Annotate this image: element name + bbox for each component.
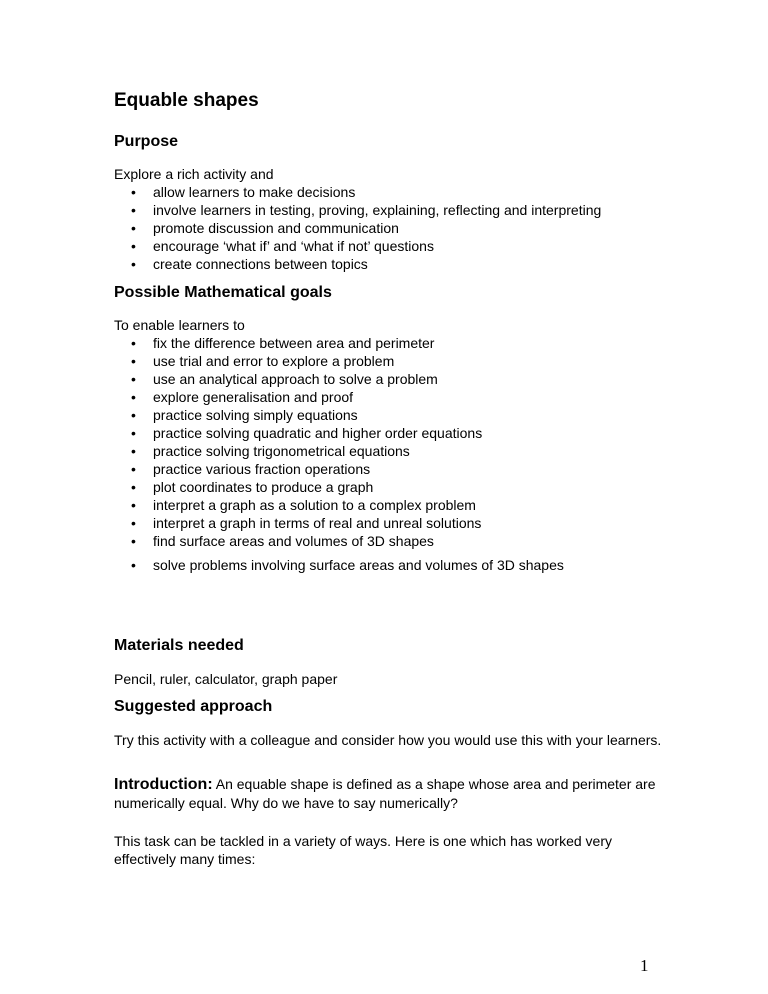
bullet-icon: • xyxy=(131,256,136,272)
bullet-icon: • xyxy=(131,425,136,441)
list-item: • involve learners in testing, proving, explaining, reflecting and interpreting xyxy=(131,202,602,218)
bullet-icon: • xyxy=(131,497,136,513)
goals-heading: Possible Mathematical goals xyxy=(114,284,332,301)
bullet-icon: • xyxy=(131,407,136,423)
bullet-icon: • xyxy=(131,184,136,200)
page-title: Equable shapes xyxy=(114,90,259,111)
list-item: • practice solving quadratic and higher order equations xyxy=(131,425,483,441)
introduction-label: Introduction: xyxy=(114,776,213,793)
bullet-icon: • xyxy=(131,443,136,459)
list-item: • use an analytical approach to solve a problem xyxy=(131,371,438,387)
list-item: • interpret a graph as a solution to a complex problem xyxy=(131,497,476,513)
approach-heading: Suggested approach xyxy=(114,698,273,715)
list-item: • fix the difference between area and perimeter xyxy=(131,335,435,351)
task-text: This task can be tackled in a variety of ways. Here is one which has worked very effectively many times: xyxy=(114,833,612,867)
list-item: • promote discussion and communication xyxy=(131,220,399,236)
list-item: • create connections between topics xyxy=(131,256,368,272)
bullet-icon: • xyxy=(131,220,136,236)
goals-list xyxy=(114,334,564,574)
approach-text: Try this activity with a colleague and consider how you would use this with your learners. xyxy=(114,732,662,748)
introduction-text: An equable shape is defined as a shape whose area and perimeter are numerically equal. Why do we have to say numerically? xyxy=(114,776,656,811)
page-number: 1 xyxy=(640,956,649,975)
bullet-icon: • xyxy=(131,202,136,218)
list-item: • allow learners to make decisions xyxy=(131,184,356,200)
bullet-icon: • xyxy=(131,238,136,254)
bullet-icon: • xyxy=(131,461,136,477)
bullet-icon: • xyxy=(131,389,136,405)
bullet-icon: • xyxy=(131,533,136,549)
list-item: • find surface areas and volumes of 3D shapes xyxy=(131,533,434,549)
list-item: • solve problems involving surface areas and volumes of 3D shapes xyxy=(131,557,564,573)
list-item: • explore generalisation and proof xyxy=(131,389,354,405)
introduction-paragraph xyxy=(114,775,674,812)
goals-intro: To enable learners to xyxy=(114,317,245,333)
list-item: • practice various fraction operations xyxy=(131,461,371,477)
bullet-icon: • xyxy=(131,353,136,369)
list-item: • encourage ‘what if’ and ‘what if not’ questions xyxy=(131,238,434,254)
bullet-icon: • xyxy=(131,479,136,495)
purpose-heading: Purpose xyxy=(114,133,179,150)
bullet-icon: • xyxy=(131,335,136,351)
list-item: • plot coordinates to produce a graph xyxy=(131,479,374,495)
bullet-icon: • xyxy=(131,371,136,387)
materials-text: Pencil, ruler, calculator, graph paper xyxy=(114,671,338,687)
list-item: • practice solving simply equations xyxy=(131,407,358,423)
bullet-icon: • xyxy=(131,557,136,573)
purpose-list xyxy=(114,183,601,273)
bullet-icon: • xyxy=(131,515,136,531)
list-item: • practice solving trigonometrical equations xyxy=(131,443,410,459)
list-item: • use trial and error to explore a problem xyxy=(131,353,395,369)
list-item: • interpret a graph in terms of real and unreal solutions xyxy=(131,515,482,531)
purpose-intro: Explore a rich activity and xyxy=(114,166,274,182)
materials-heading: Materials needed xyxy=(114,637,244,654)
